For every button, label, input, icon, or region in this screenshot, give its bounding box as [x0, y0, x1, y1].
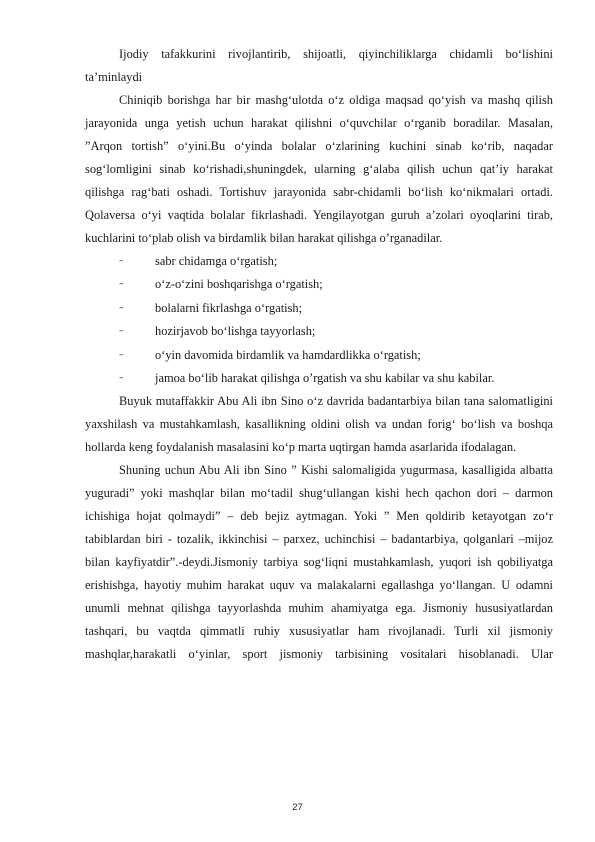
goals-list [85, 250, 553, 390]
dash-marker: – [119, 279, 124, 290]
list-item: – bolalarni fikrlashga o‘rgatish; [85, 297, 553, 320]
dash-marker: – [119, 302, 124, 313]
paragraph-ibn-sino: Buyuk mutaffakkir Abu Ali ibn Sino o‘z davrida badantarbiya bilan tana salomatligini yaxshilash va mustahkamlash, kasallikning oldini olish va undan forig‘ bo‘lish va boshqa hollarda keng foydalanish masalasini ko‘p marta uqtirgan hamda asarlarida ifodalagan. [85, 394, 553, 455]
list-item: – jamoa bo‘lib harakat qilishga o’rgatish va shu kabilar va shu kabilar. [85, 367, 553, 390]
page-body [85, 43, 553, 666]
list-item: – o‘yin davomida birdamlik va hamdardlikka o‘rgatish; [85, 344, 553, 367]
dash-marker: – [119, 349, 124, 360]
list-item: – hozirjavob bo‘lishga tayyorlash; [85, 320, 553, 343]
paragraph-intro: Ijodiy tafakkurini rivojlantirib, shijoatli, qiyinchiliklarga chidamli bo‘lishini ta’minlaydi [85, 47, 553, 84]
dash-marker: – [119, 326, 124, 337]
dash-marker: – [119, 373, 124, 384]
list-item: – o‘z-o‘zini boshqarishga o‘rgatish; [85, 273, 553, 296]
paragraph-quote: Shuning uchun Abu Ali ibn Sino ” Kishi salomaligida yugurmasa, kasalligida albatta yuguradi” yoki mashqlar bilan mo‘tadil shug‘ullangan kishi hech qachon dori – darmon ichishiga hojat qolmaydi” – deb bejiz aytmagan. Yoki ” Men qoldirib ketayotgan zo‘r tabiblardan biri - tozalik, ikkinchisi – parxez, uchinchisi – badantarbiya, qolganlari –mijoz bilan kayfiyatdir”.-deydi.Jismoniy tarbiya sog‘liqni mustahkamlash, yuqori ish qobiliyatga erishishga, hayotiy muhim harakat uquv va malakalarni egallashga yo‘llangan. U odamni unumli mehnat qilishga tayyorlashda muhim ahamiyatga ega. Jismoniy hususiyatlardan tashqari, bu vaqtda qimmatli ruhiy xususiyatlar ham rivojlanadi. Turli xil jismoniy mashqlar,harakatli o‘yinlar, sport jismoniy tarbisining vositalari hisoblanadi. Ular [85, 463, 553, 662]
dash-marker: – [119, 256, 124, 266]
list-item: – sabr chidamga o‘rgatish; [85, 250, 553, 273]
page-number: 27 [292, 802, 303, 813]
paragraph-chiniqib: Chiniqib borishga har bir mashg‘ulotda o‘z oldiga maqsad qo‘yish va mashq qilish jarayonida unga yetish uchun harakat qilishni o‘quvchilar o‘rganib boradilar. Masalan, ”Arqon tortish” o‘yini.Bu o‘yinda bolalar o‘zlarining kuchini sinab ko‘rib, naqadar sog‘lomligini sinab ko‘rishadi,shuningdek, ularning g‘alaba qilish uchun qat’iy harakat qilishga rag‘bati oshadi. Tortishuv jarayonida sabr-chidamli bo‘lish ko‘nikmalari ortadi. Qolaversa o‘yi vaqtida bolalar fikrlashadi. Yengilayotgan guruh a’zolari oyoqlarini tirab, kuchlarini to‘plab olish va birdamlik bilan harakat qilishga o’rganadilar. [85, 93, 553, 245]
